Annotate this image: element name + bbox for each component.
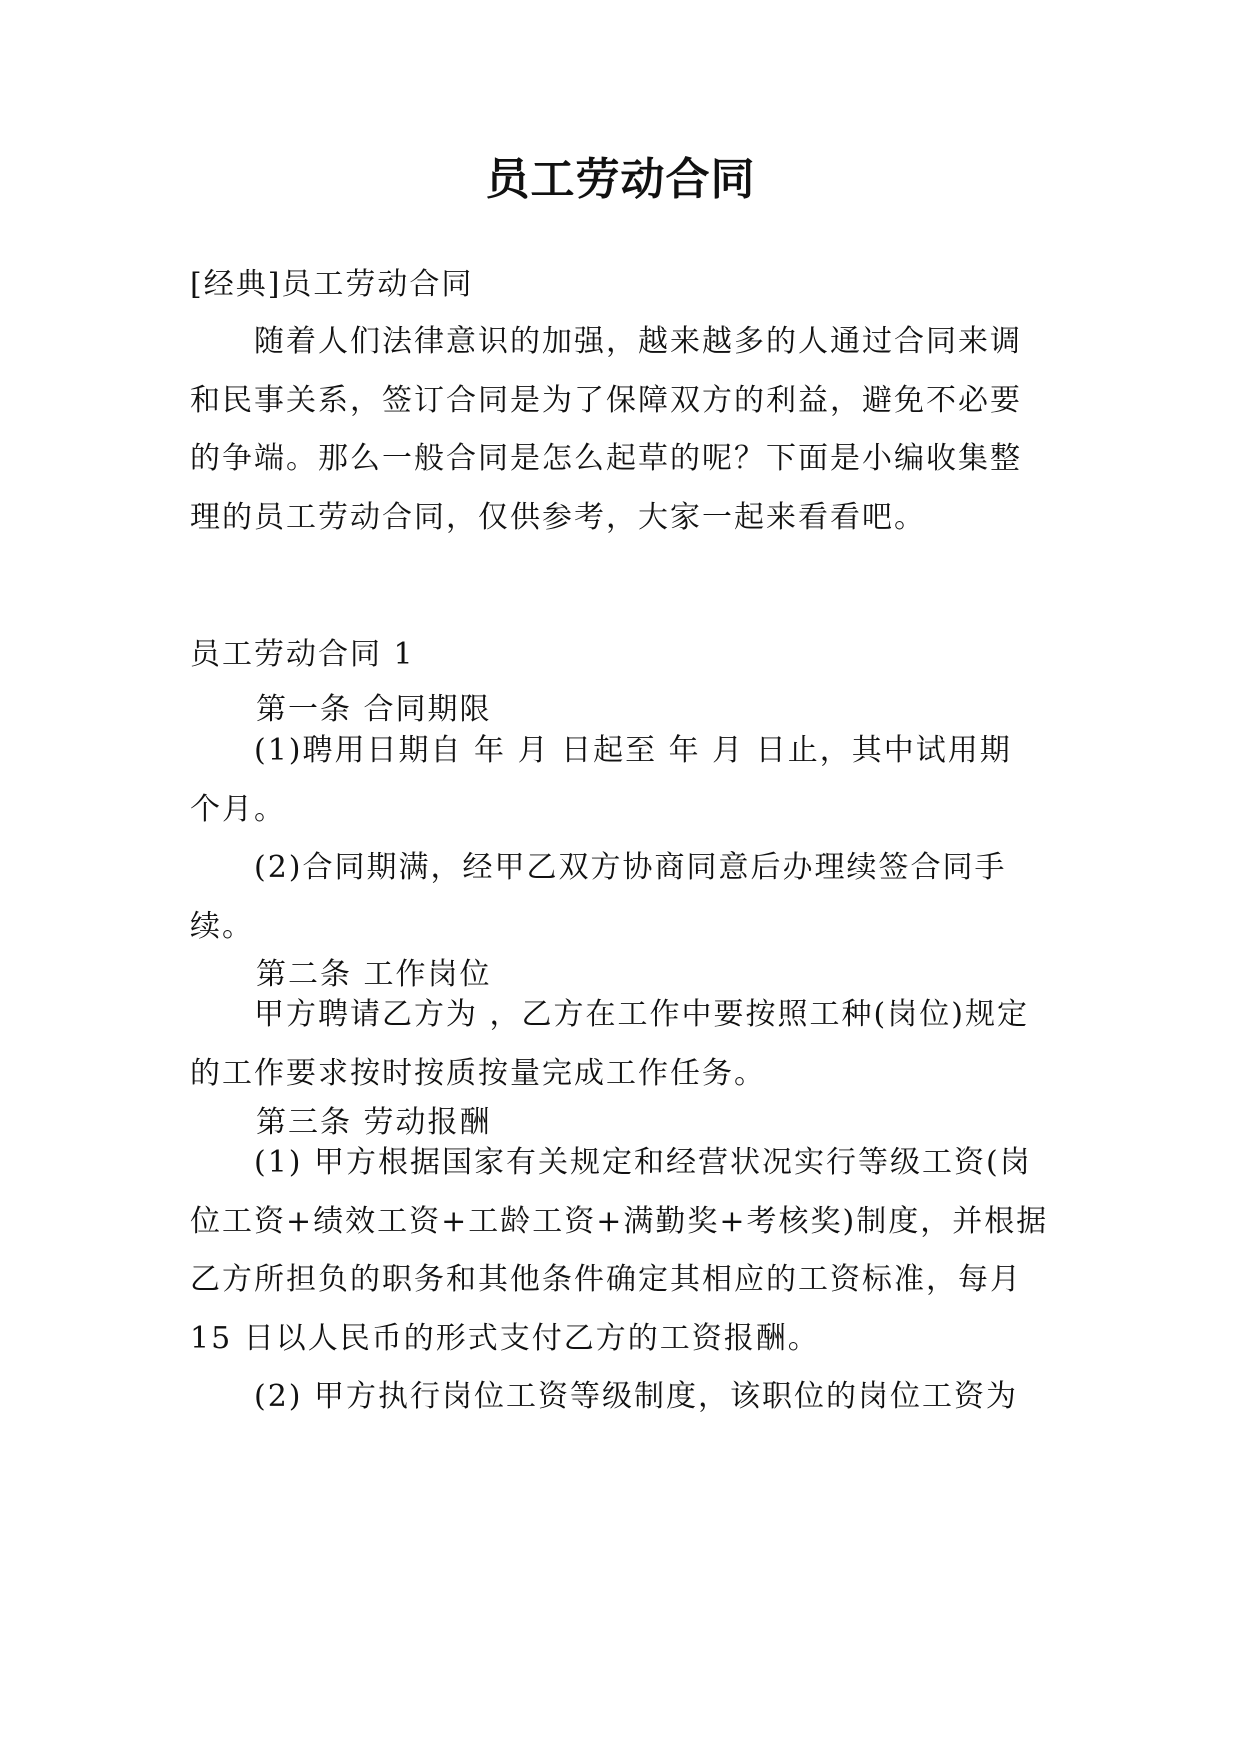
article-1-heading: 第一条 合同期限 [256, 692, 492, 727]
article-3-paragraph-1: (1) 甲方根据国家有关规定和经营状况实行等级工资(岗位工资+绩效工资+工龄工资+满勤奖+考核奖)制度，并根据乙方所担负的职务和其他条件确定其相应的工资标准，每月 15 日以人民币的形式支付乙方的工资报酬。 [190, 1145, 1049, 1356]
document-title: 员工劳动合同 [485, 154, 756, 205]
section-heading: 员工劳动合同 1 [190, 637, 415, 672]
article-3-paragraph-2: (2) 甲方执行岗位工资等级制度，该职位的岗位工资为 [254, 1379, 1019, 1414]
article-2-heading: 第二条 工作岗位 [256, 957, 492, 992]
intro-paragraph: 随着人们法律意识的加强，越来越多的人通过合同来调和民事关系，签订合同是为了保障双方的利益，避免不必要的争端。那么一般合同是怎么起草的呢？下面是小编收集整理的员工劳动合同，仅供参考，大家一起来看看吧。 [190, 324, 1022, 535]
article-1-paragraph-2: (2)合同期满，经甲乙双方协商同意后办理续签合同手续。 [190, 850, 1007, 944]
article-3-heading: 第三条 劳动报酬 [256, 1105, 492, 1140]
document-subtitle: [经典]员工劳动合同 [190, 267, 474, 302]
article-1-paragraph-1: (1)聘用日期自 年 月 日起至 年 月 日止，其中试用期 个月。 [190, 733, 1012, 827]
article-2-paragraph-1: 甲方聘请乙方为 ，乙方在工作中要按照工种(岗位)规定的工作要求按时按质按量完成工作任务。 [190, 997, 1029, 1091]
